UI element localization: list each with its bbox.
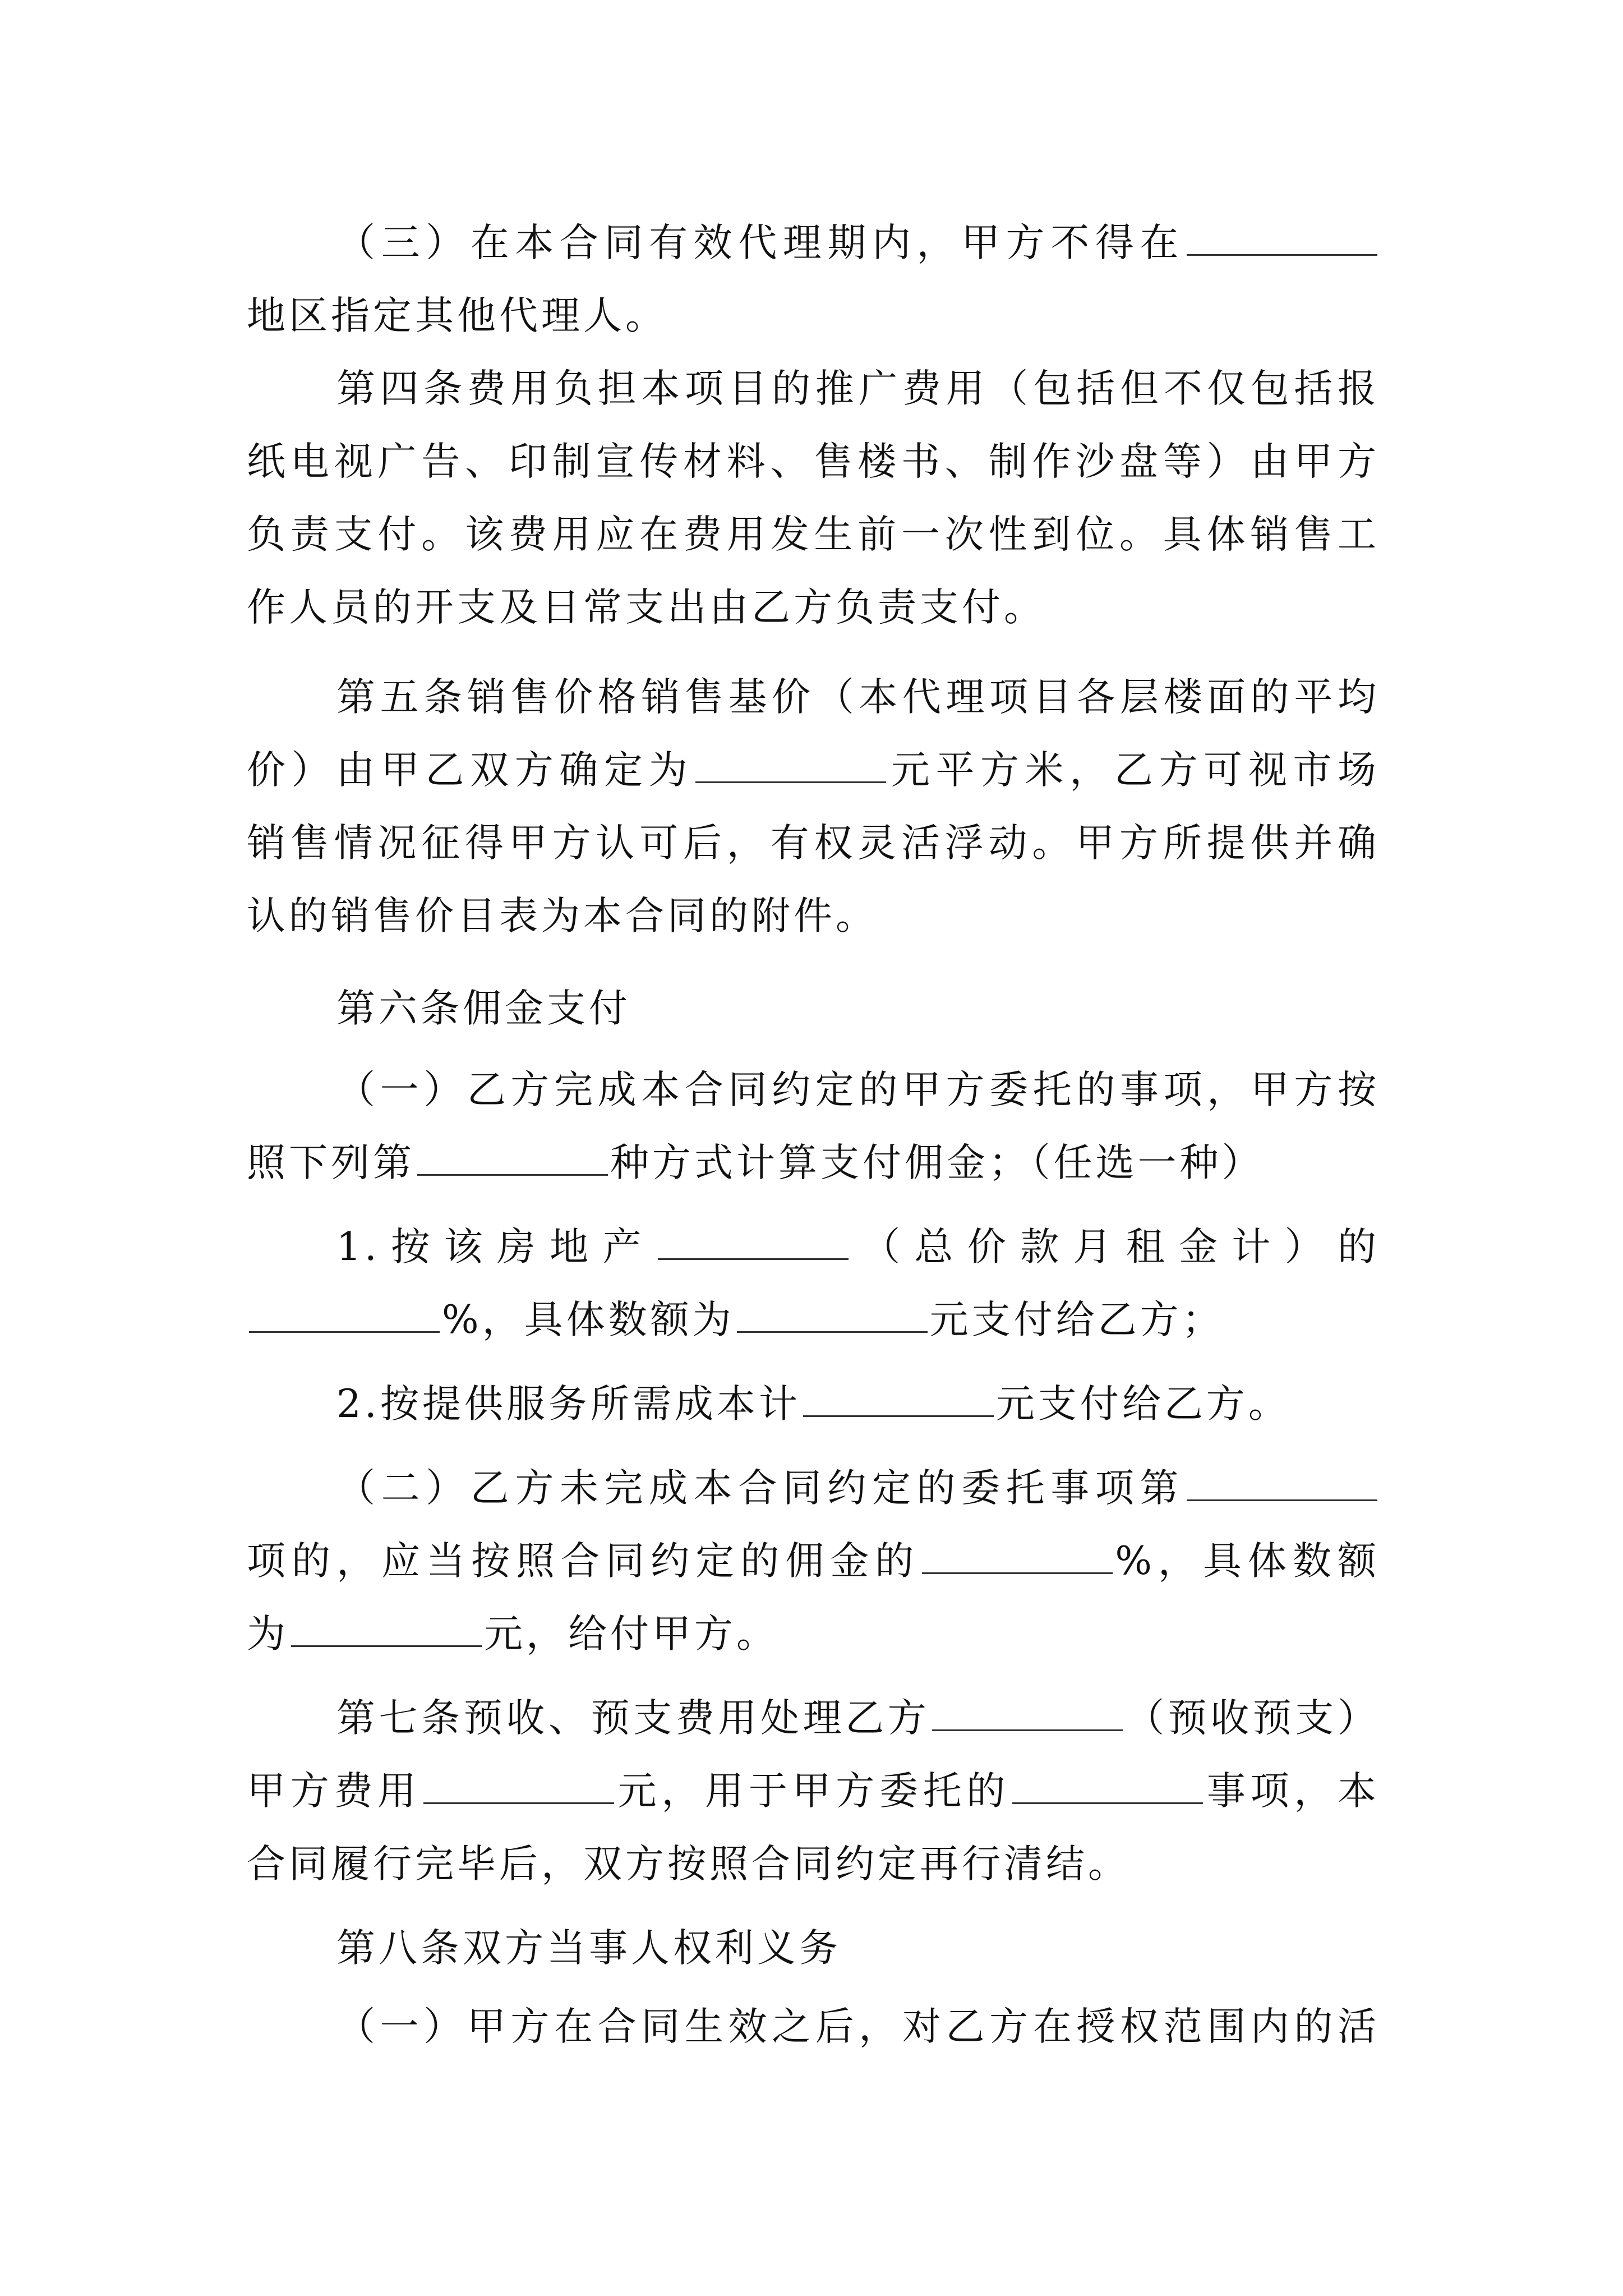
fill-in-blank (1012, 1761, 1203, 1804)
paragraph-line-16: 2.按提供服务所需成本计 元支付给乙方。 (336, 1370, 1380, 1438)
fill-in-blank (695, 740, 886, 783)
fill-in-blank (932, 1688, 1123, 1731)
paragraph-line-15: %，具体数额为 元支付给乙方； (247, 1286, 1380, 1354)
paragraph-line-6: 作人员的开支及日常支出由乙方负责支付。 (247, 585, 1046, 630)
paragraph-line-24: （一）甲方在合同生效之后，对乙方在授权范围内的活 (336, 2004, 1380, 2049)
paragraph-line-17: （二）乙方未完成本合同约定的委托事项第 (336, 1455, 1380, 1522)
paragraph-line-18: 项的，应当按照合同约定的佣金的 %，具体数额 (247, 1527, 1380, 1595)
paragraph-line-4: 纸电视广告、印制宣传材料、售楼书、制作沙盘等）由甲方 (247, 439, 1380, 484)
paragraph-line-21: 甲方费用 元，用于甲方委托的 事项，本 (247, 1757, 1380, 1825)
paragraph-line-14: 1.按该房地产 （总价款月租金计）的 (336, 1213, 1380, 1281)
fill-in-blank (803, 1374, 994, 1417)
paragraph-line-13: 照下列第 种方式计算支付佣金；（任选一种） (247, 1129, 1380, 1197)
fill-in-blank (423, 1761, 614, 1804)
paragraph-line-20: 第七条预收、预支费用处理乙方 （预收预支） (336, 1685, 1380, 1752)
paragraph-line-10: 认的销售价目表为本合同的附件。 (247, 894, 878, 938)
fill-in-blank (291, 1604, 482, 1647)
fill-in-blank (922, 1531, 1113, 1574)
fill-in-blank (417, 1133, 608, 1176)
fill-in-blank (658, 1217, 849, 1260)
section-heading: 第八条双方当事人权利义务 (336, 1926, 841, 1971)
fill-in-blank (1187, 1458, 1377, 1501)
paragraph-line-7: 第五条销售价格销售基价（本代理项目各层楼面的平均 (336, 675, 1380, 720)
paragraph-line-3: 第四条费用负担本项目的推广费用（包括但不仅包括报 (336, 366, 1380, 411)
section-heading: 第六条佣金支付 (336, 986, 631, 1031)
paragraph-line-8: 价）由甲乙双方确定为 元平方米，乙方可视市场 (247, 737, 1380, 804)
fill-in-blank (249, 1290, 440, 1333)
paragraph-line-1: （三）在本合同有效代理期内，甲方不得在 (336, 209, 1380, 277)
fill-in-blank (1187, 213, 1377, 256)
paragraph-line-22: 合同履行完毕后，双方按照合同约定再行清结。 (247, 1842, 1130, 1887)
paragraph-line-5: 负责支付。该费用应在费用发生前一次性到位。具体销售工 (247, 512, 1380, 557)
paragraph-line-12: （一）乙方完成本合同约定的甲方委托的事项，甲方按 (336, 1068, 1380, 1112)
fill-in-blank (737, 1290, 928, 1333)
paragraph-line-2: 地区指定其他代理人。 (247, 293, 667, 338)
paragraph-line-19: 为 元，给付甲方。 (247, 1600, 1380, 1668)
paragraph-line-9: 销售情况征得甲方认可后，有权灵活浮动。甲方所提供并确 (247, 821, 1380, 866)
